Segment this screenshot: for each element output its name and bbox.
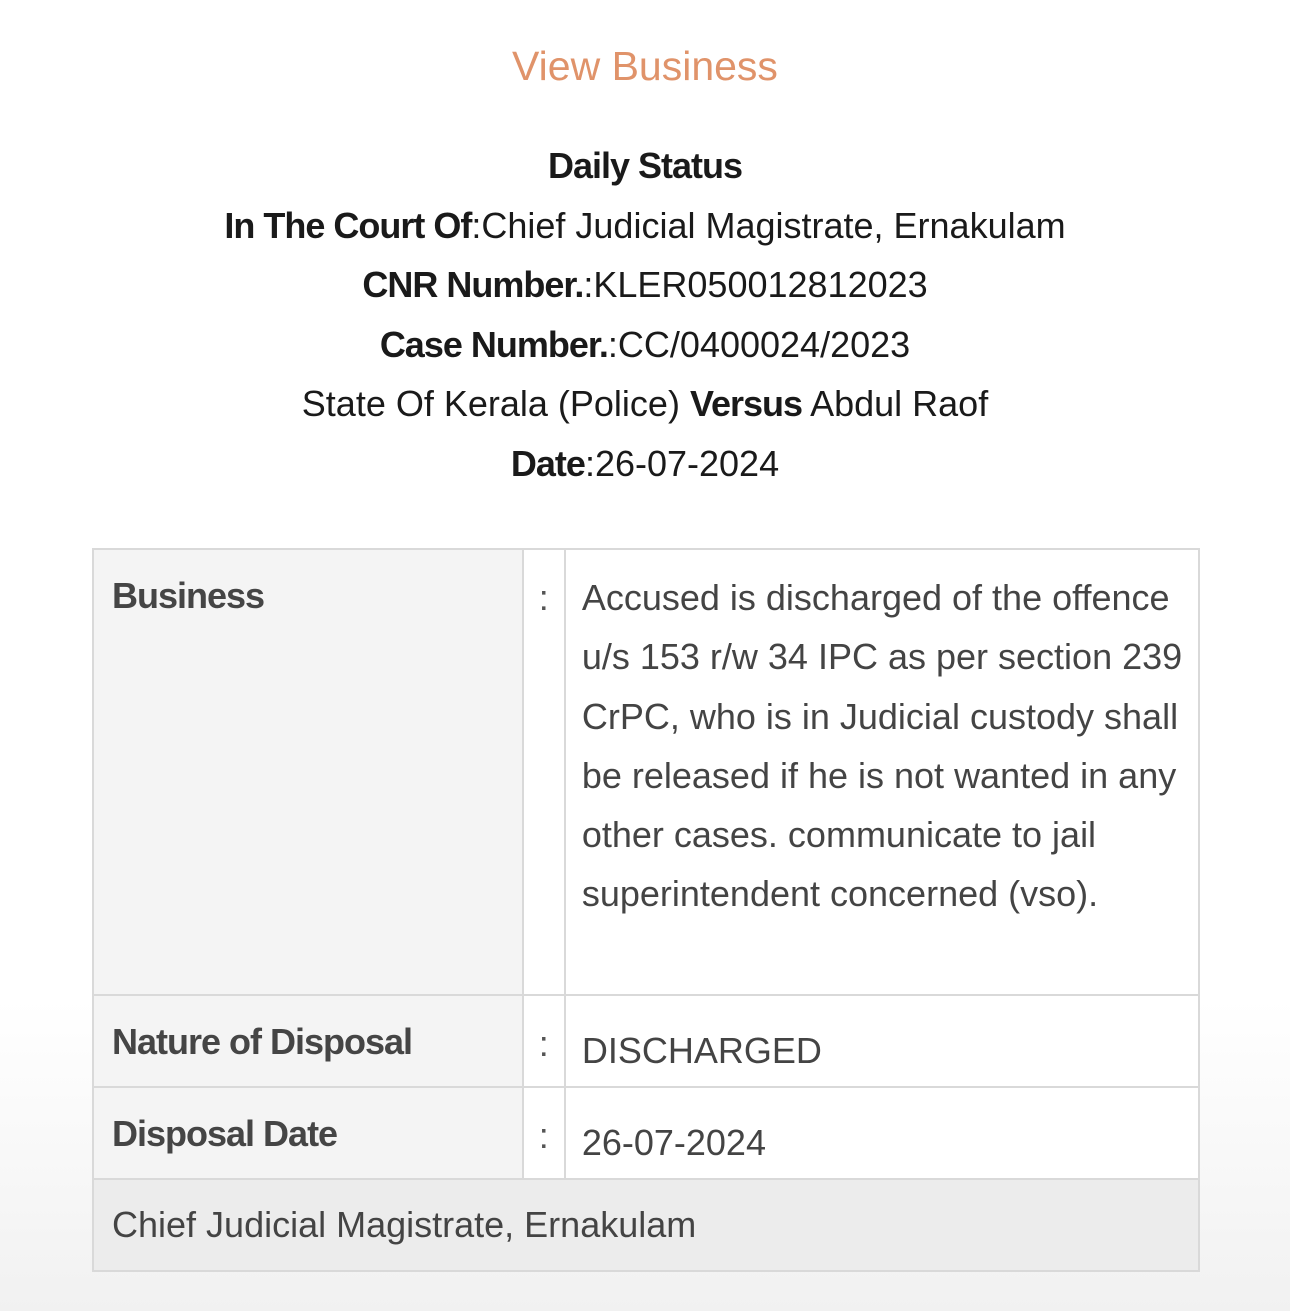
versus-label: Versus xyxy=(689,383,803,424)
cnr-value: :KLER050012812023 xyxy=(583,264,928,305)
page-title: View Business xyxy=(512,43,778,89)
date-line xyxy=(0,434,1290,494)
row-separator: : xyxy=(523,549,565,995)
daily-status-heading: Daily Status xyxy=(547,145,743,186)
table-row xyxy=(93,549,1199,995)
disposal-date-value: 26-07-2024 xyxy=(565,1087,1199,1179)
business-label: Business xyxy=(93,549,523,995)
business-value: Accused is discharged of the offence u/s 153 r/w 34 IPC as per section 239 CrPC, who is in Judicial custody shall be released if he is not wanted in any other cases. communicate to jail superintendent concerned (vso). xyxy=(565,549,1199,995)
header-heading-line xyxy=(0,136,1290,196)
table-row xyxy=(93,1087,1199,1179)
cnr-label: CNR Number. xyxy=(362,264,584,305)
parties-line xyxy=(0,374,1290,434)
date-value: :26-07-2024 xyxy=(584,442,780,484)
case-number-value: :CC/0400024/2023 xyxy=(607,323,911,365)
nature-of-disposal-label: Nature of Disposal xyxy=(93,995,523,1087)
disposal-date-label: Disposal Date xyxy=(93,1087,523,1179)
court-label: In The Court Of xyxy=(224,204,472,246)
respondent-name: Abdul Raof xyxy=(810,383,989,424)
row-separator: : xyxy=(523,995,565,1087)
court-value: :Chief Judicial Magistrate, Ernakulam xyxy=(471,204,1066,246)
footer-court-name: Chief Judicial Magistrate, Ernakulam xyxy=(93,1179,1199,1271)
case-number-label: Case Number. xyxy=(379,323,608,365)
case-header xyxy=(0,136,1290,493)
row-separator: : xyxy=(523,1087,565,1179)
table-row xyxy=(93,995,1199,1087)
court-line xyxy=(0,196,1290,256)
case-number-line xyxy=(0,315,1290,375)
nature-of-disposal-value: DISCHARGED xyxy=(565,995,1199,1087)
petitioner-name: State Of Kerala (Police) xyxy=(301,383,680,424)
table-footer-row xyxy=(93,1179,1199,1271)
cnr-line xyxy=(0,255,1290,315)
business-status-table xyxy=(92,548,1200,1272)
date-label: Date xyxy=(510,442,585,484)
